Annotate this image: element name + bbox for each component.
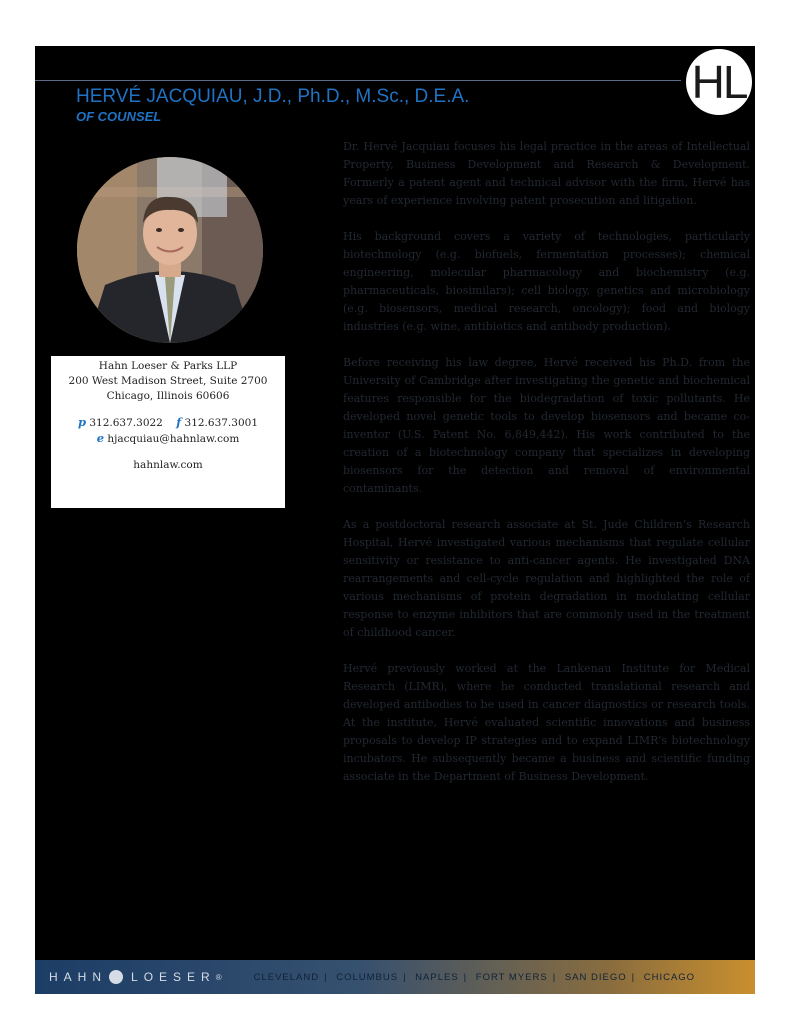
brand-registered: ® (215, 972, 222, 982)
bio-paragraph: Hervé previously worked at the Lankenau Institute for Medical Research (LIMR), where he conducted translational research and developed antibodies to be used in cancer diagnostics or research tools. At the institute, Hervé evaluated scientific innovations and business proposals to develop IP strategies and to expand LIMR’s biotechnology incubators. He subsequently became a business and scientific funding associate in the Department of Business Development. (343, 662, 750, 783)
headshot-photo (77, 157, 263, 343)
city-chicago: CHICAGO (643, 971, 696, 983)
brand-left: HAHN (49, 970, 108, 984)
fax-number: 312.637.3001 (184, 417, 258, 429)
profile-page (35, 46, 755, 994)
email-line (51, 431, 285, 447)
footer-bar (35, 960, 755, 994)
address-line-2: Chicago, Illinois 60606 (106, 390, 230, 402)
footer-cities: CLEVELAND | COLUMBUS | NAPLES | FORT MYERS | SAN DIEGO | CHICAGO (253, 971, 696, 983)
attorney-name: HERVÉ JACQUIAU, J.D., Ph.D., M.Sc., D.E.A. (76, 86, 470, 107)
bio-paragraph: Before receiving his law degree, Hervé received his Ph.D. from the University of Cambridge after investigating the genetic and biochemical features responsible for the biodegradation of toxic pollutants. He developed novel genetic tools to develop biosensors and became co-inventor (U.S. Patent No. 6,849,442). His work contributed to the creation of a biotechnology company that specializes in developing biosensors for the detection and removal of environmental contaminants. (343, 356, 750, 495)
brand-mark-icon (109, 970, 123, 984)
city-columbus: COLUMBUS (336, 971, 399, 983)
brand-right: LOESER (131, 970, 216, 984)
city-cleveland: CLEVELAND (253, 971, 320, 983)
phone-number[interactable]: 312.637.3022 (89, 417, 163, 429)
city-naples: NAPLES (415, 971, 459, 983)
attorney-role: OF COUNSEL (76, 109, 162, 124)
address-line-1: 200 West Madison Street, Suite 2700 (68, 375, 268, 387)
hl-logo: HL (686, 49, 752, 115)
phone-fax-line (51, 415, 285, 431)
biography (343, 138, 750, 804)
fax-label: f (176, 415, 182, 429)
bio-paragraph: Dr. Hervé Jacquiau focuses his legal practice in the areas of Intellectual Property, Business Development and Research & Development. Formerly a patent agent and technical advisor with the firm, Hervé has years of experience involving patent prosecution and litigation. (343, 140, 750, 207)
email-label: e (96, 431, 105, 445)
header-rule (35, 80, 681, 81)
firm-name: Hahn Loeser & Parks LLP (98, 360, 238, 372)
bio-paragraph: His background covers a variety of technologies, particularly biotechnology (e.g. biofuels, fermentation processes); chemical engineering, molecular pharmacology and biochemistry (e.g. pharmaceuticals, biosimilars); cell biology, genetics and microbiology (e.g. biosensors, medical research, oncology); food and biology industries (e.g. wine, antibiotics and antibody production). (343, 230, 750, 333)
bio-paragraph: As a postdoctoral research associate at St. Jude Children’s Research Hospital, Hervé investigated various mechanisms that regulate cellular sensitivity or resistance to anti-cancer agents. He investigated DNA rearrangements and cell-cycle regulation and highlighted the role of various mechanisms of protein degradation in modulating cellular response to enzyme inhibitors that are commonly used in the treatment of childhood cancer. (343, 518, 750, 639)
city-san-diego: SAN DIEGO (564, 971, 627, 983)
footer-brand (49, 970, 222, 984)
phone-label: p (77, 415, 87, 429)
contact-card (51, 356, 285, 508)
website-link[interactable]: hahnlaw.com (133, 459, 203, 471)
email-link[interactable]: hjacquiau@hahnlaw.com (107, 433, 240, 445)
city-fort-myers: FORT MYERS (475, 971, 548, 983)
